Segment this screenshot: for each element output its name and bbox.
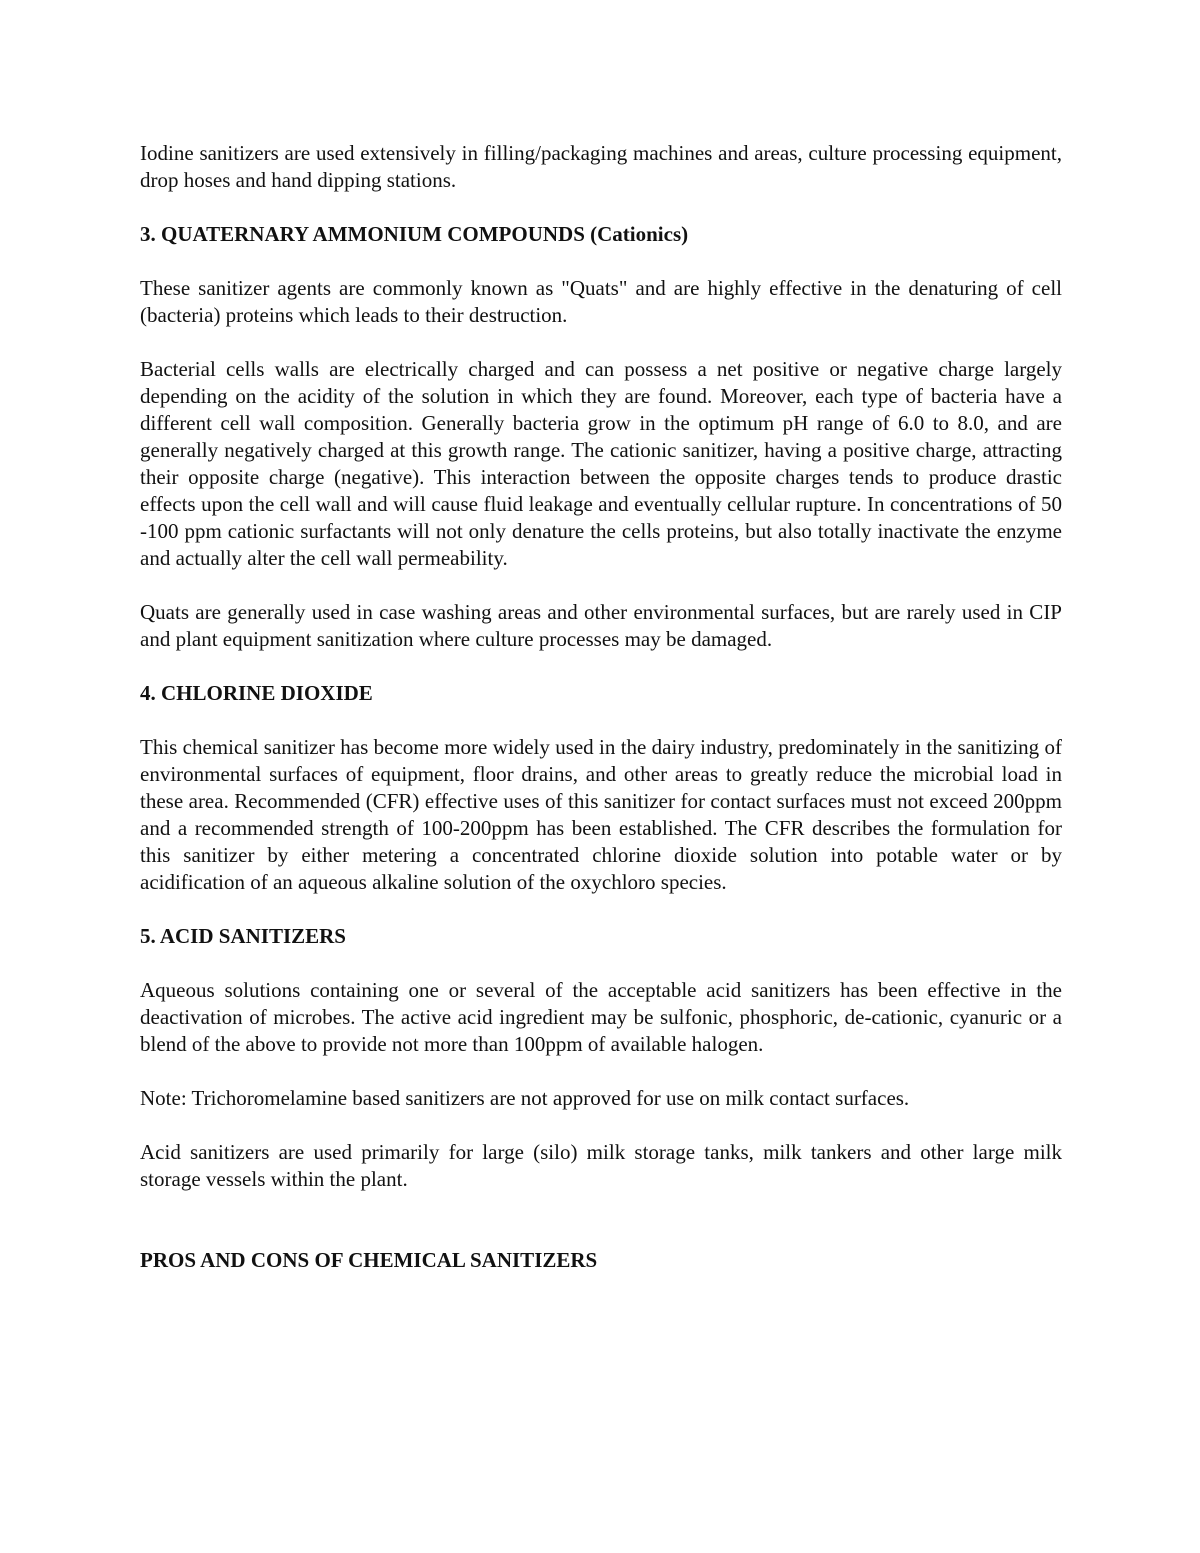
acid-sanitizers-paragraph: Aqueous solutions containing one or several of the acceptable acid sanitizers has been effective in the deactivation of microbes. The active acid ingredient may be sulfonic, phosphoric, de-cationic, cyanuric or a blend of the above to provide not more than 100ppm of available halogen.	[140, 978, 1062, 1056]
document-page	[140, 140, 1062, 1301]
quats-section-heading: 3. QUATERNARY AMMONIUM COMPOUNDS (Cationics)	[140, 222, 689, 246]
acid-sanitizers-note: Note: Trichoromelamine based sanitizers are not approved for use on milk contact surfaces.	[140, 1086, 910, 1110]
iodine-uses-paragraph: Iodine sanitizers are used extensively in filling/packaging machines and areas, culture processing equipment, drop hoses and hand dipping stations.	[140, 141, 1062, 192]
quats-uses-paragraph: Quats are generally used in case washing areas and other environmental surfaces, but are rarely used in CIP and plant equipment sanitization where culture processes may be damaged.	[140, 600, 1062, 651]
pros-cons-heading: PROS AND CONS OF CHEMICAL SANITIZERS	[140, 1248, 598, 1272]
acid-sanitizers-uses-paragraph: Acid sanitizers are used primarily for large (silo) milk storage tanks, milk tankers and other large milk storage vessels within the plant.	[140, 1140, 1062, 1191]
quats-mechanism-paragraph: Bacterial cells walls are electrically charged and can possess a net positive or negative charge largely depending on the acidity of the solution in which they are found. Moreover, each type of bacteria have a different cell wall composition. Generally bacteria grow in the optimum pH range of 6.0 to 8.0, and are generally negatively charged at this growth range. The cationic sanitizer, having a positive charge, attracting their opposite charge (negative). This interaction between the opposite charges tends to produce drastic effects upon the cell wall and will cause fluid leakage and eventually cellular rupture. In concentrations of 50 -100 ppm cationic surfactants will not only denature the cells proteins, but also totally inactivate the enzyme and actually alter the cell wall permeability.	[140, 357, 1062, 570]
quats-intro-paragraph: These sanitizer agents are commonly known as "Quats" and are highly effective in the denaturing of cell (bacteria) proteins which leads to their destruction.	[140, 276, 1062, 327]
chlorine-dioxide-paragraph: This chemical sanitizer has become more widely used in the dairy industry, predominately in the sanitizing of environmental surfaces of equipment, floor drains, and other areas to greatly reduce the microbial load in these area. Recommended (CFR) effective uses of this sanitizer for contact surfaces must not exceed 200ppm and a recommended strength of 100-200ppm has been established. The CFR describes the formulation for this sanitizer by either metering a concentrated chlorine dioxide solution into potable water or by acidification of an aqueous alkaline solution of the oxychloro species.	[140, 735, 1062, 894]
section-spacer	[140, 1220, 1062, 1247]
chlorine-dioxide-section-heading: 4. CHLORINE DIOXIDE	[140, 681, 373, 705]
acid-sanitizers-section-heading: 5. ACID SANITIZERS	[140, 924, 346, 948]
